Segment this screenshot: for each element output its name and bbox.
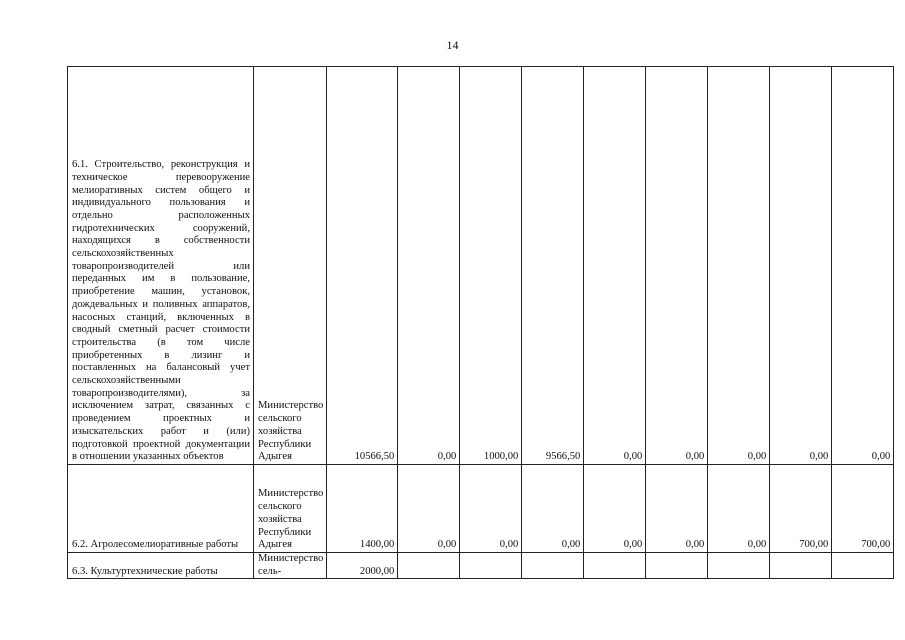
value-cell <box>646 553 708 579</box>
page-number: 14 <box>446 38 459 52</box>
value-cell: 0,00 <box>584 465 646 553</box>
table-row <box>68 465 894 553</box>
program-table <box>67 66 894 579</box>
activity-description: 6.3. Культуртехнические работы <box>68 553 254 579</box>
value-cell <box>584 553 646 579</box>
value-cell: 0,00 <box>398 465 460 553</box>
value-cell: 2000,00 <box>327 553 398 579</box>
activity-description: 6.1. Строительство, реконструкция и техническое перевооружение мелиоративных систем общего и индивидуального пользования и отдельно расположенных гидротехнических сооружений, находящихся в собственности сельскохозяйственных товаропроизводителей или переданных им в пользование, приобретение машин, установок, дождевальных и поливных аппаратов, насосных станций, включенных в сводный сметный расчет стоимости строительства (в том числе приобретенных в лизинг и поставленных на балансовый учет сельскохозяйственными товаропроизводителями), за исключением затрат, связанных с проведением проектных и изыскательских работ и (или) подготовкой проектной документации в отношении указанных объектов <box>68 67 254 465</box>
value-cell: 0,00 <box>522 465 584 553</box>
value-cell <box>708 553 770 579</box>
value-cell <box>522 553 584 579</box>
value-cell: 0,00 <box>770 67 832 465</box>
value-cell: 700,00 <box>832 465 894 553</box>
responsible-organization: Министерство сельского хозяйства Республики Адыгея <box>254 465 327 553</box>
value-cell <box>770 553 832 579</box>
value-cell: 0,00 <box>832 67 894 465</box>
value-cell: 0,00 <box>646 465 708 553</box>
value-cell: 0,00 <box>398 67 460 465</box>
responsible-organization: Министерство сель- <box>254 553 327 579</box>
value-cell: 0,00 <box>584 67 646 465</box>
value-cell: 9566,50 <box>522 67 584 465</box>
value-cell <box>832 553 894 579</box>
value-cell: 0,00 <box>646 67 708 465</box>
value-cell: 700,00 <box>770 465 832 553</box>
value-cell: 10566,50 <box>327 67 398 465</box>
activity-description: 6.2. Агролесомелиоративные работы <box>68 465 254 553</box>
value-cell <box>398 553 460 579</box>
responsible-organization: Министерство сельского хозяйства Республики Адыгея <box>254 67 327 465</box>
table-row <box>68 553 894 579</box>
value-cell <box>460 553 522 579</box>
value-cell: 0,00 <box>460 465 522 553</box>
table-row <box>68 67 894 465</box>
value-cell: 0,00 <box>708 67 770 465</box>
value-cell: 1400,00 <box>327 465 398 553</box>
value-cell: 0,00 <box>708 465 770 553</box>
value-cell: 1000,00 <box>460 67 522 465</box>
